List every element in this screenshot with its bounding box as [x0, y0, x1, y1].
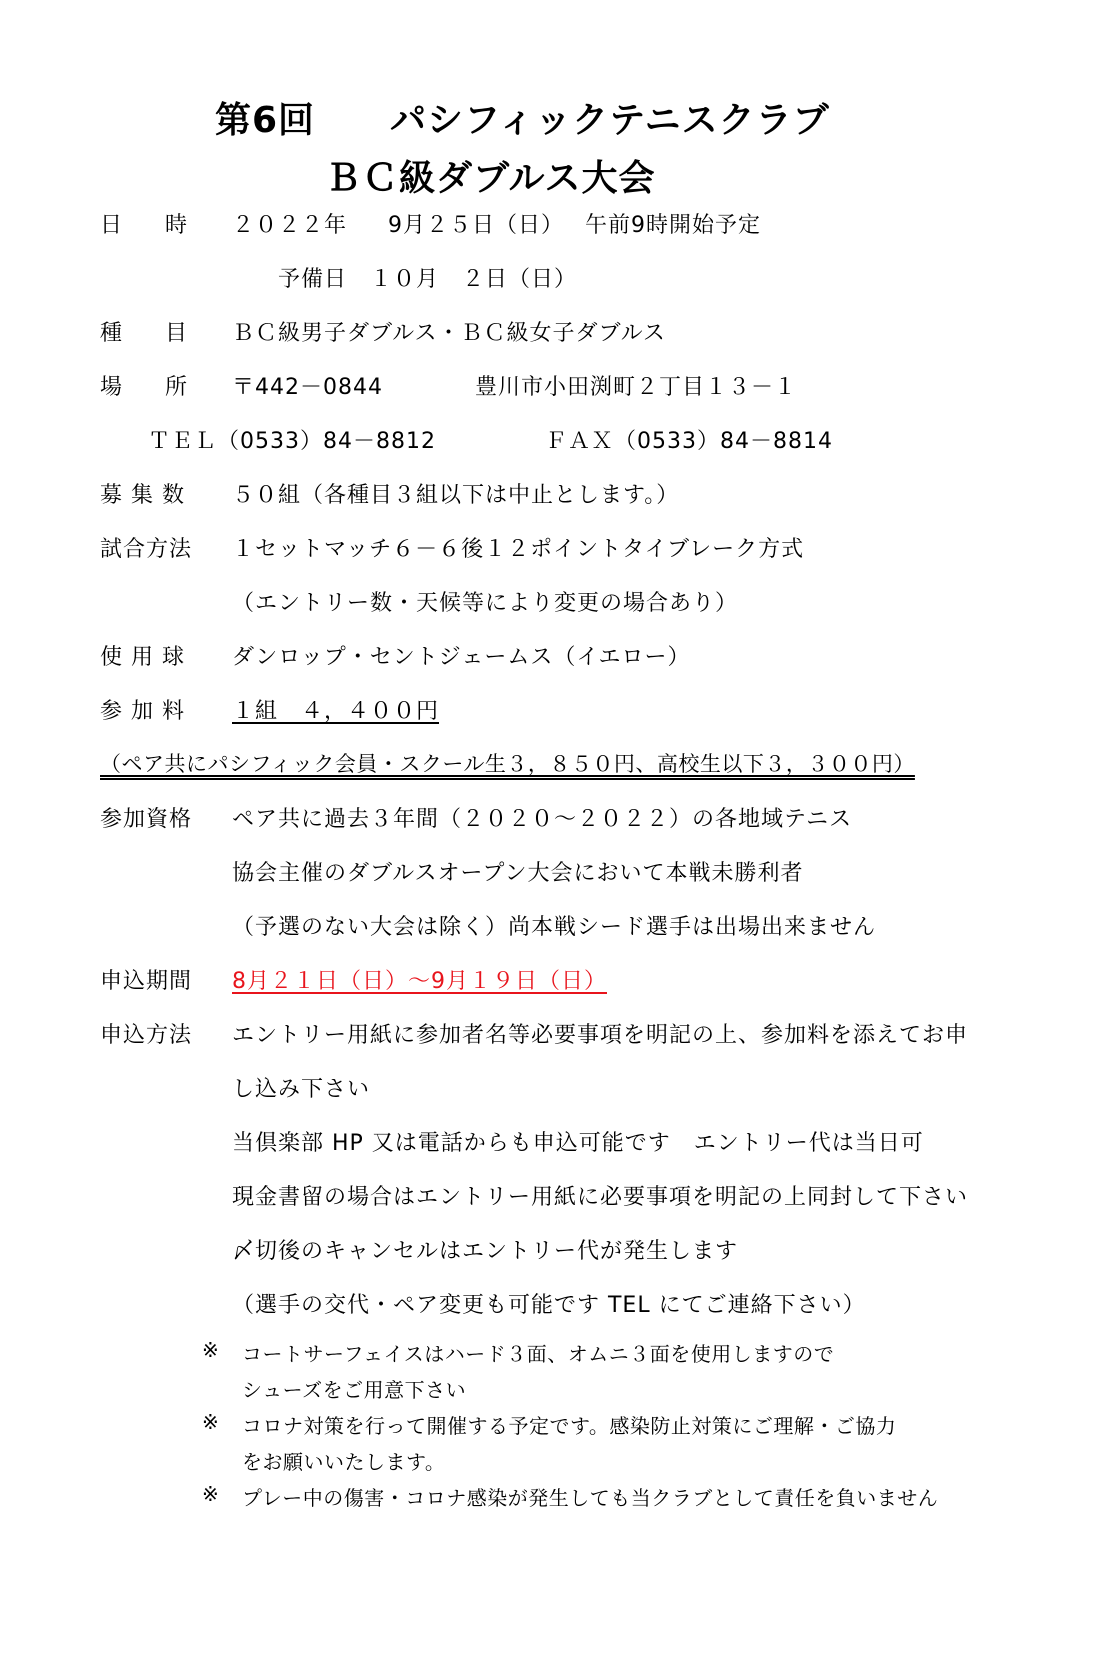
event-label-2: 目: [165, 321, 189, 346]
fee-value: １組 ４，４００円: [232, 699, 440, 724]
date-time: 午前9時開始予定: [585, 213, 761, 238]
date-label-2: 時: [165, 213, 189, 238]
ball-value: ダンロップ・セントジェームス（イエロー）: [232, 645, 691, 670]
venue-label-2: 所: [165, 375, 189, 400]
note-mark-1: ※: [202, 1338, 220, 1362]
note-2-line-2: をお願いいたします。: [242, 1450, 446, 1474]
date-year: ２０２２年: [232, 213, 348, 238]
method-label: 試合方法: [100, 537, 193, 562]
title-club: パシフィックテニスクラブ: [390, 100, 830, 141]
eligibility-line-3: （予選のない大会は除く）尚本戦シード選手は出場出来ません: [232, 915, 877, 940]
note-3-line-1: プレー中の傷害・コロナ感染が発生しても当クラブとして責任を負いません: [242, 1486, 939, 1510]
note-1-line-1: コートサーフェイスはハード３面、オムニ３面を使用しますので: [242, 1342, 835, 1366]
venue-fax: ＦＡＸ（0533）84－8814: [545, 429, 833, 454]
title-event: ＢＣ級ダブルス大会: [325, 158, 656, 199]
date-label-1: 日: [100, 213, 124, 238]
period-value: 8月２１日（日）～9月１９日（日）: [232, 969, 607, 994]
note-mark-3: ※: [202, 1482, 220, 1506]
eligibility-label: 参加資格: [100, 807, 193, 832]
apply-line-6: （選手の交代・ペア変更も可能です TEL にてご連絡下さい）: [232, 1293, 866, 1318]
apply-line-3: 当倶楽部 HP 又は電話からも申込可能です エントリー代は当日可: [232, 1131, 924, 1156]
method-value: １セットマッチ６－６後１２ポイントタイブレーク方式: [232, 537, 805, 562]
ball-label: 使 用 球: [100, 645, 185, 670]
recruit-value: ５０組（各種目３組以下は中止とします。）: [232, 483, 680, 508]
note-mark-2: ※: [202, 1410, 220, 1434]
apply-line-1: エントリー用紙に参加者名等必要事項を明記の上、参加料を添えてお申: [232, 1023, 969, 1048]
note-1-line-2: シューズをご用意下さい: [242, 1378, 467, 1402]
title-number: 第6回: [215, 100, 316, 141]
fee-label: 参 加 料: [100, 699, 185, 724]
note-2-line-1: コロナ対策を行って開催する予定です。感染防止対策にご理解・ご協力: [242, 1414, 897, 1438]
eligibility-line-2: 協会主催のダブルスオープン大会において本戦未勝利者: [232, 861, 804, 886]
apply-line-5: 〆切後のキャンセルはエントリー代が発生します: [232, 1239, 739, 1264]
fee-discount-note: （ペア共にパシフィック会員・スクール生３，８５０円、高校生以下３，３００円）: [100, 752, 915, 776]
venue-zip: 〒442－0844: [232, 375, 383, 400]
event-label-1: 種: [100, 321, 124, 346]
venue-address: 豊川市小田渕町２丁目１３－１: [475, 375, 798, 400]
event-value: ＢＣ級男子ダブルス・ＢＣ級女子ダブルス: [232, 321, 666, 346]
period-label: 申込期間: [100, 969, 193, 994]
date-reserve: 予備日 １０月 ２日（日）: [278, 267, 578, 292]
recruit-label: 募 集 数: [100, 483, 185, 508]
apply-line-2: し込み下さい: [232, 1077, 371, 1102]
method-note: （エントリー数・天候等により変更の場合あり）: [232, 591, 739, 616]
date-day: 9月２５日（日）: [388, 213, 564, 238]
apply-line-4: 現金書留の場合はエントリー用紙に必要事項を明記の上同封して下さい: [232, 1185, 969, 1210]
apply-label: 申込方法: [100, 1023, 193, 1048]
venue-tel: ＴＥＬ（0533）84－8812: [148, 429, 436, 454]
eligibility-line-1: ペア共に過去３年間（２０２０～２０２２）の各地域テニス: [232, 807, 853, 832]
venue-label-1: 場: [100, 375, 124, 400]
